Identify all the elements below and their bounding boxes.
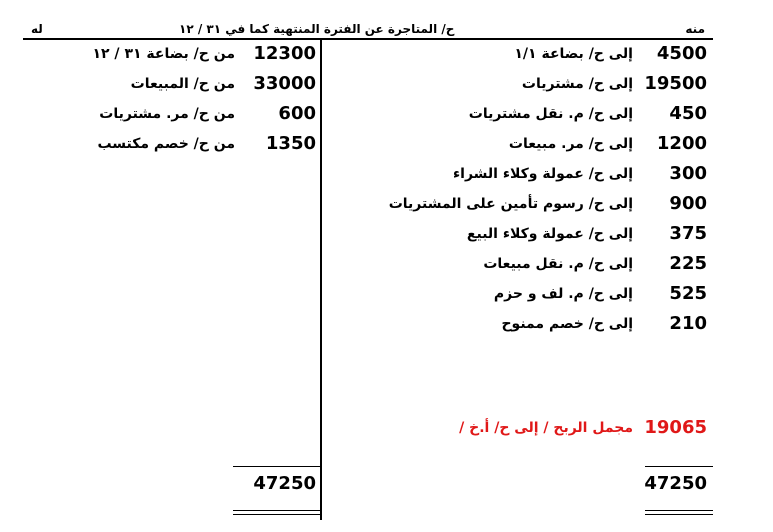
gross-profit-row — [323, 414, 713, 442]
credit-double-underline — [233, 510, 320, 515]
debit-label: إلى ح/ بضاعة ١/١ — [514, 46, 633, 62]
debit-side-label: منه — [685, 22, 705, 36]
credit-label: من ح/ مر. مشتريات — [99, 106, 235, 122]
debit-total-row — [323, 470, 713, 498]
debit-double-underline — [645, 510, 713, 515]
credit-row — [23, 70, 320, 98]
debit-amount: 900 — [669, 193, 707, 214]
debit-label: إلى ح/ خصم ممنوح — [501, 316, 633, 332]
debit-amount: 375 — [669, 223, 707, 244]
debit-amount: 225 — [669, 253, 707, 274]
debit-row — [323, 100, 713, 128]
credit-amount: 600 — [278, 103, 316, 124]
debit-label: إلى ح/ عمولة وكلاء البيع — [466, 226, 633, 242]
debit-row — [323, 310, 713, 338]
credit-side-label: له — [31, 22, 43, 36]
debit-row — [323, 160, 713, 188]
credit-row — [23, 130, 320, 158]
debit-column — [323, 40, 713, 520]
credit-total-row — [23, 470, 320, 498]
debit-row — [323, 70, 713, 98]
debit-amount: 19500 — [644, 73, 707, 94]
credit-amount: 12300 — [253, 43, 316, 64]
credit-column — [23, 40, 322, 520]
debit-amount: 450 — [669, 103, 707, 124]
gross-profit-amount: 19065 — [644, 417, 707, 438]
credit-amount: 33000 — [253, 73, 316, 94]
credit-total: 47250 — [253, 473, 316, 494]
debit-label: إلى ح/ م. نقل مبيعات — [483, 256, 633, 272]
debit-label: إلى ح/ م. لف و حزم — [493, 286, 633, 302]
ledger-header — [23, 20, 713, 40]
trading-account-ledger — [23, 20, 713, 520]
debit-row — [323, 220, 713, 248]
debit-label: إلى ح/ مشتريات — [521, 76, 633, 92]
credit-row — [23, 100, 320, 128]
credit-label: من ح/ خصم مكتسب — [97, 136, 235, 152]
debit-row — [323, 40, 713, 68]
debit-row — [323, 280, 713, 308]
debit-row — [323, 130, 713, 158]
credit-label: من ح/ بضاعة ٣١ / ١٢ — [92, 46, 235, 62]
debit-amount: 210 — [669, 313, 707, 334]
credit-amount: 1350 — [265, 133, 316, 154]
debit-total-rule — [645, 466, 713, 467]
debit-label: إلى ح/ رسوم تأمين على المشتريات — [388, 196, 633, 212]
debit-amount: 1200 — [656, 133, 707, 154]
debit-row — [323, 190, 713, 218]
debit-label: إلى ح/ مر. مبيعات — [508, 136, 633, 152]
credit-label: من ح/ المبيعات — [130, 76, 235, 92]
account-title: ح/ المتاجرة عن الفترة المنتهية كما في ٣١ / ١٢ — [179, 22, 455, 36]
gross-profit-label: مجمل الربح / إلى ح/ أ.خ / — [459, 420, 633, 436]
debit-amount: 300 — [669, 163, 707, 184]
debit-total: 47250 — [644, 473, 707, 494]
debit-label: إلى ح/ م. نقل مشتريات — [468, 106, 633, 122]
debit-label: إلى ح/ عمولة وكلاء الشراء — [453, 166, 633, 182]
debit-row — [323, 250, 713, 278]
debit-amount: 525 — [669, 283, 707, 304]
credit-row — [23, 40, 320, 68]
credit-total-rule — [233, 466, 320, 467]
debit-amount: 4500 — [656, 43, 707, 64]
